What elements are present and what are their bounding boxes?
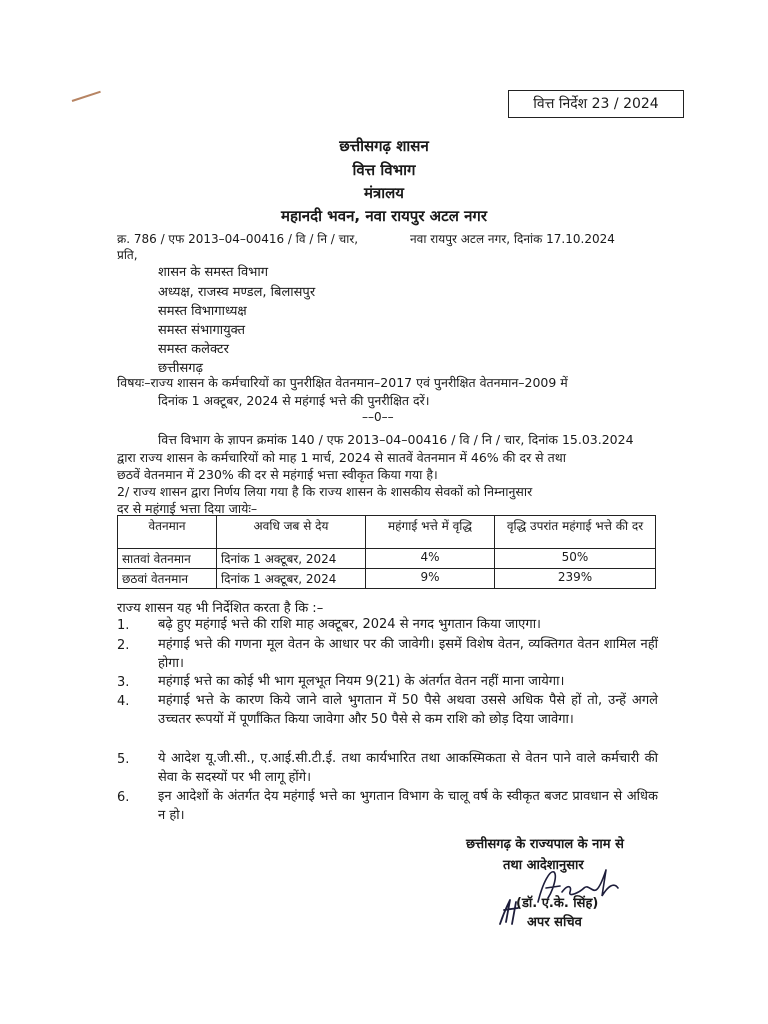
signatory-name: (डॉ. ए.के. सिंह) (516, 896, 599, 911)
divider: ––0–– (362, 410, 394, 424)
table-cell: 239% (495, 569, 656, 589)
memo-number: क्र. 786 / एफ 2013–04–00416 / वि / नि / चार, (117, 232, 359, 246)
memo-prati: प्रति, (117, 248, 138, 262)
directive-text: महंगाई भत्ते के कारण किये जाने वाले भुगतान में 50 पैसे अथवा उससे अधिक पैसे हों तो, उन्हें अगले उच्चतर रूपयों में पूर्णांकित किया जावेगा और 50 पैसे से कम राशि को छोड़ दिया जावेगा। (158, 693, 658, 727)
para1-line-2: द्वारा राज्य शासन के कर्मचारियों को माह 1 मार्च, 2024 से सातवें वेतनमान में 46% की दर से तथा (117, 450, 566, 465)
para1-line-1: वित्त विभाग के ज्ञापन क्रमांक 140 / एफ 2013–04–00416 / वि / नि / चार, दिनांक 15.03.2024 (158, 432, 634, 447)
table-cell: 9% (366, 569, 495, 589)
table-cell: छठवां वेतनमान (118, 569, 217, 589)
para2-line-2: दर से महंगाई भत्ता दिया जायेः– (117, 501, 258, 516)
directive-number: 2. (117, 638, 130, 653)
table-header-row (118, 516, 656, 549)
directive-number: 4. (117, 694, 130, 709)
directive-number: 3. (117, 675, 130, 690)
table-cell: 4% (366, 549, 495, 569)
table-cell: दिनांक 1 अक्टूबर, 2024 (217, 569, 366, 589)
da-rate-table (117, 515, 656, 589)
signatory-designation: अपर सचिव (527, 915, 582, 930)
table-cell: 50% (495, 549, 656, 569)
directive-number: 5. (117, 752, 130, 767)
header-government: छत्तीसगढ़ शासन (339, 137, 429, 155)
directive-text: इन आदेशों के अंतर्गत देय महंगाई भत्ते का भुगतान विभाग के चालू वर्ष के स्वीकृत बजट प्रावधान से अधिक न हो। (158, 789, 658, 823)
signature-order-line: तथा आदेशानुसार (503, 858, 584, 873)
directive-text: महंगाई भत्ते की गणना मूल वेतन के आधार पर की जावेगी। इसमें विशेष वेतन, व्यक्तिगत वेतन शामिल नहीं होगा। (158, 637, 658, 671)
addressee: शासन के समस्त विभाग (158, 265, 269, 280)
addressee: समस्त विभागाध्यक्ष (158, 304, 247, 319)
table-header: महंगाई भत्ते में वृद्धि (366, 516, 495, 549)
subject-line-2: दिनांक 1 अक्टूबर, 2024 से महंगाई भत्ते की पुनरीक्षित दरें। (158, 393, 430, 408)
directive-text: बढ़े हुए महंगाई भत्ते की राशि माह अक्टूबर, 2024 से नगद भुगतान किया जाएगा। (158, 617, 541, 632)
table-cell: सातवां वेतनमान (118, 549, 217, 569)
addressee: समस्त संभागायुक्त (158, 323, 246, 338)
table-row (118, 549, 656, 569)
header-department: वित्त विभाग (352, 161, 416, 179)
header-secretariat: मंत्रालय (363, 184, 404, 202)
directive-text: महंगाई भत्ते का कोई भी भाग मूलभूत नियम 9(21) के अंतर्गत वेतन नहीं माना जायेगा। (158, 674, 565, 689)
pen-mark (72, 91, 101, 102)
reference-box: वित्त निर्देश 23 / 2024 (508, 90, 684, 118)
addressee: अध्यक्ष, राजस्व मण्डल, बिलासपुर (158, 285, 316, 300)
signature-authority-line: छत्तीसगढ़ के राज्यपाल के नाम से (466, 837, 624, 852)
directive-text: ये आदेश यू.जी.सी., ए.आई.सी.टी.ई. तथा कार्यभारित तथा आकस्मिकता से वेतन पाने वाले कर्मचारी की सेवा के सदस्यों पर भी लागू होंगे। (158, 751, 658, 785)
para2-line-1: 2/ राज्य शासन द्वारा निर्णय लिया गया है कि राज्य शासन के शासकीय सेवकों को निम्नानुसार (117, 484, 533, 499)
directive-number: 6. (117, 790, 130, 805)
table-header: वृद्धि उपरांत महंगाई भत्ते की दर (495, 516, 656, 549)
para1-line-3: छठवें वेतनमान में 230% की दर से महंगाई भत्ता स्वीकृत किया गया है। (117, 467, 438, 482)
addressee: छत्तीसगढ़ (158, 361, 203, 376)
table-header: वेतनमान (118, 516, 217, 549)
directive-intro: राज्य शासन यह भी निर्देशित करता है कि :– (117, 601, 324, 616)
subject-line-1: विषयः–राज्य शासन के कर्मचारियों का पुनरीक्षित वेतनमान–2017 एवं पुनरीक्षित वेतनमान–2009 में (117, 375, 568, 390)
table-row (118, 569, 656, 589)
table-header: अवधि जब से देय (217, 516, 366, 549)
addressee: समस्त कलेक्टर (158, 342, 229, 357)
memo-place-date: नवा रायपुर अटल नगर, दिनांक 17.10.2024 (410, 232, 615, 246)
directive-number: 1. (117, 618, 130, 633)
header-address: महानदी भवन, नवा रायपुर अटल नगर (280, 207, 488, 225)
table-cell: दिनांक 1 अक्टूबर, 2024 (217, 549, 366, 569)
